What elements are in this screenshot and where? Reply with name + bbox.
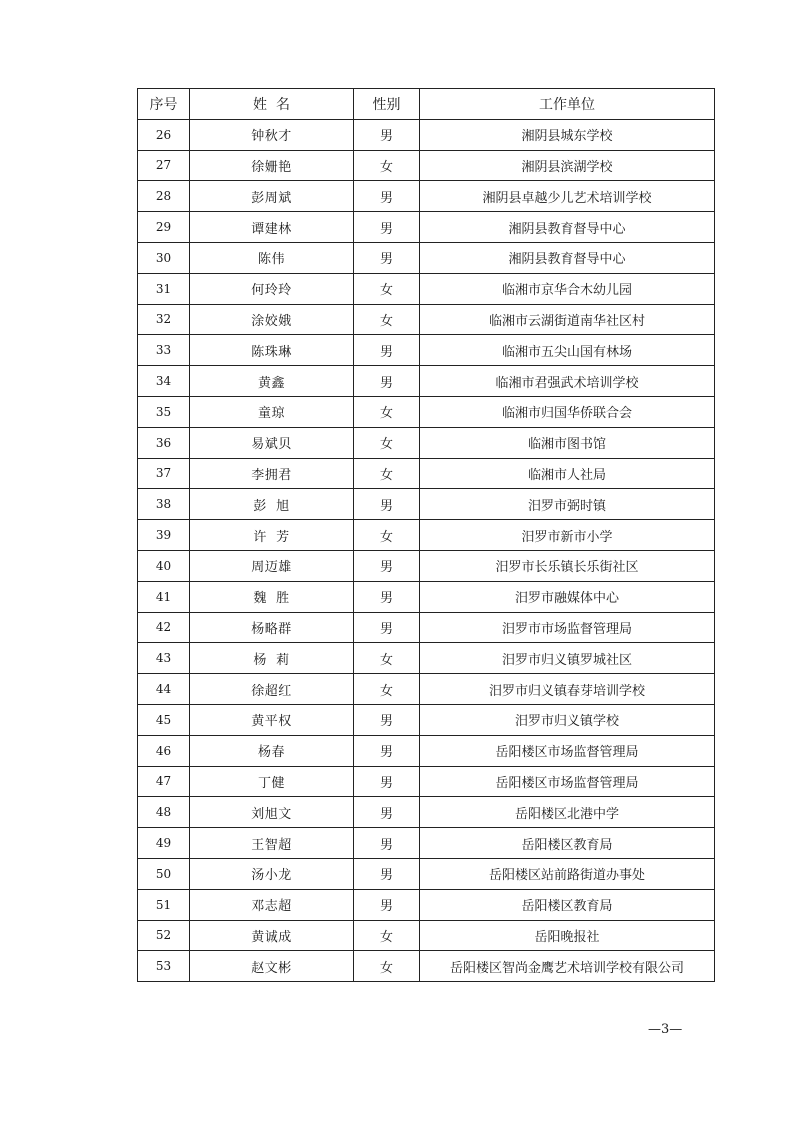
gender-cell: 男 — [354, 181, 420, 212]
gender-cell: 男 — [354, 858, 420, 889]
serial-number-cell: 37 — [138, 458, 190, 489]
gender-cell: 女 — [354, 643, 420, 674]
table-row — [138, 304, 715, 335]
table-row — [138, 550, 715, 581]
work-unit-cell: 岳阳楼区教育局 — [420, 828, 715, 859]
serial-number-cell: 43 — [138, 643, 190, 674]
gender-cell: 男 — [354, 797, 420, 828]
table-row — [138, 489, 715, 520]
gender-cell: 女 — [354, 674, 420, 705]
table-row — [138, 181, 715, 212]
name-cell: 黄诚成 — [190, 920, 354, 951]
table-row — [138, 366, 715, 397]
table-row — [138, 612, 715, 643]
name-cell: 童琼 — [190, 396, 354, 427]
table-row — [138, 273, 715, 304]
table-row — [138, 920, 715, 951]
gender-cell: 男 — [354, 889, 420, 920]
name-cell: 涂姣娥 — [190, 304, 354, 335]
gender-cell: 男 — [354, 242, 420, 273]
name-cell: 杨 莉 — [190, 643, 354, 674]
name-cell: 陈伟 — [190, 242, 354, 273]
work-unit-cell: 临湘市图书馆 — [420, 427, 715, 458]
name-cell: 徐姗艳 — [190, 150, 354, 181]
serial-number-cell: 50 — [138, 858, 190, 889]
work-unit-cell: 岳阳楼区市场监督管理局 — [420, 766, 715, 797]
serial-number-cell: 45 — [138, 704, 190, 735]
serial-number-cell: 26 — [138, 119, 190, 150]
table-row — [138, 643, 715, 674]
work-unit-cell: 湘阴县城东学校 — [420, 119, 715, 150]
name-cell: 杨略群 — [190, 612, 354, 643]
serial-number-cell: 40 — [138, 550, 190, 581]
gender-cell: 女 — [354, 150, 420, 181]
gender-cell: 女 — [354, 951, 420, 982]
table-row — [138, 951, 715, 982]
work-unit-cell: 岳阳晚报社 — [420, 920, 715, 951]
table-row — [138, 674, 715, 705]
page-number: —3— — [648, 1022, 683, 1037]
roster-table — [137, 88, 715, 982]
work-unit-cell: 临湘市京华合木幼儿园 — [420, 273, 715, 304]
gender-cell: 女 — [354, 273, 420, 304]
serial-number-cell: 31 — [138, 273, 190, 304]
serial-number-cell: 53 — [138, 951, 190, 982]
serial-number-cell: 52 — [138, 920, 190, 951]
name-cell: 魏 胜 — [190, 581, 354, 612]
table-row — [138, 797, 715, 828]
table-row — [138, 520, 715, 551]
gender-cell: 男 — [354, 704, 420, 735]
name-cell: 何玲玲 — [190, 273, 354, 304]
serial-number-cell: 47 — [138, 766, 190, 797]
serial-number-cell: 30 — [138, 242, 190, 273]
gender-cell: 男 — [354, 119, 420, 150]
work-unit-cell: 岳阳楼区市场监督管理局 — [420, 735, 715, 766]
table-row — [138, 889, 715, 920]
serial-number-cell: 29 — [138, 212, 190, 243]
work-unit-cell: 汨罗市融媒体中心 — [420, 581, 715, 612]
name-cell: 汤小龙 — [190, 858, 354, 889]
serial-number-cell: 39 — [138, 520, 190, 551]
name-cell: 彭 旭 — [190, 489, 354, 520]
serial-number-cell: 27 — [138, 150, 190, 181]
work-unit-cell: 临湘市归国华侨联合会 — [420, 396, 715, 427]
work-unit-cell: 岳阳楼区北港中学 — [420, 797, 715, 828]
gender-cell: 男 — [354, 828, 420, 859]
gender-cell: 男 — [354, 550, 420, 581]
name-cell: 邓志超 — [190, 889, 354, 920]
serial-number-cell: 34 — [138, 366, 190, 397]
serial-number-cell: 41 — [138, 581, 190, 612]
serial-number-cell: 44 — [138, 674, 190, 705]
name-cell: 刘旭文 — [190, 797, 354, 828]
work-unit-cell: 湘阴县教育督导中心 — [420, 212, 715, 243]
gender-cell: 男 — [354, 581, 420, 612]
name-cell: 周迈雄 — [190, 550, 354, 581]
name-cell: 杨春 — [190, 735, 354, 766]
table-body — [138, 119, 715, 981]
work-unit-cell: 汨罗市弼时镇 — [420, 489, 715, 520]
name-cell: 谭建林 — [190, 212, 354, 243]
table-row — [138, 150, 715, 181]
serial-number-cell: 38 — [138, 489, 190, 520]
work-unit-cell: 汨罗市归义镇学校 — [420, 704, 715, 735]
table-row — [138, 427, 715, 458]
gender-cell: 男 — [354, 335, 420, 366]
gender-cell: 男 — [354, 212, 420, 243]
work-unit-cell: 湘阴县卓越少儿艺术培训学校 — [420, 181, 715, 212]
work-unit-cell: 临湘市云湖街道南华社区村 — [420, 304, 715, 335]
name-cell: 彭周斌 — [190, 181, 354, 212]
header-name: 姓 名 — [190, 89, 354, 120]
serial-number-cell: 28 — [138, 181, 190, 212]
serial-number-cell: 42 — [138, 612, 190, 643]
serial-number-cell: 32 — [138, 304, 190, 335]
work-unit-cell: 汨罗市归义镇春芽培训学校 — [420, 674, 715, 705]
name-cell: 丁健 — [190, 766, 354, 797]
table-row — [138, 828, 715, 859]
gender-cell: 女 — [354, 396, 420, 427]
name-cell: 易斌贝 — [190, 427, 354, 458]
gender-cell: 男 — [354, 489, 420, 520]
work-unit-cell: 临湘市五尖山国有林场 — [420, 335, 715, 366]
table-row — [138, 581, 715, 612]
serial-number-cell: 49 — [138, 828, 190, 859]
gender-cell: 女 — [354, 458, 420, 489]
table-row — [138, 704, 715, 735]
table-row — [138, 119, 715, 150]
serial-number-cell: 35 — [138, 396, 190, 427]
table-row — [138, 212, 715, 243]
gender-cell: 男 — [354, 735, 420, 766]
table-row — [138, 458, 715, 489]
serial-number-cell: 33 — [138, 335, 190, 366]
work-unit-cell: 湘阴县滨湖学校 — [420, 150, 715, 181]
header-serial-number: 序号 — [138, 89, 190, 120]
table-row — [138, 396, 715, 427]
gender-cell: 女 — [354, 304, 420, 335]
header-gender: 性别 — [354, 89, 420, 120]
work-unit-cell: 临湘市人社局 — [420, 458, 715, 489]
gender-cell: 女 — [354, 920, 420, 951]
work-unit-cell: 岳阳楼区教育局 — [420, 889, 715, 920]
work-unit-cell: 岳阳楼区智尚金鹰艺术培训学校有限公司 — [420, 951, 715, 982]
table-row — [138, 766, 715, 797]
gender-cell: 男 — [354, 366, 420, 397]
serial-number-cell: 48 — [138, 797, 190, 828]
table-row — [138, 735, 715, 766]
name-cell: 王智超 — [190, 828, 354, 859]
gender-cell: 女 — [354, 520, 420, 551]
gender-cell: 女 — [354, 427, 420, 458]
header-work-unit: 工作单位 — [420, 89, 715, 120]
work-unit-cell: 临湘市君强武术培训学校 — [420, 366, 715, 397]
work-unit-cell: 汨罗市长乐镇长乐街社区 — [420, 550, 715, 581]
work-unit-cell: 汨罗市新市小学 — [420, 520, 715, 551]
name-cell: 徐超红 — [190, 674, 354, 705]
work-unit-cell: 汨罗市市场监督管理局 — [420, 612, 715, 643]
serial-number-cell: 46 — [138, 735, 190, 766]
work-unit-cell: 湘阴县教育督导中心 — [420, 242, 715, 273]
name-cell: 李拥君 — [190, 458, 354, 489]
serial-number-cell: 51 — [138, 889, 190, 920]
name-cell: 许 芳 — [190, 520, 354, 551]
gender-cell: 男 — [354, 612, 420, 643]
name-cell: 钟秋才 — [190, 119, 354, 150]
serial-number-cell: 36 — [138, 427, 190, 458]
name-cell: 黄鑫 — [190, 366, 354, 397]
work-unit-cell: 汨罗市归义镇罗城社区 — [420, 643, 715, 674]
gender-cell: 男 — [354, 766, 420, 797]
work-unit-cell: 岳阳楼区站前路街道办事处 — [420, 858, 715, 889]
table-row — [138, 858, 715, 889]
table-row — [138, 335, 715, 366]
table-header-row — [138, 89, 715, 120]
table-row — [138, 242, 715, 273]
name-cell: 黄平权 — [190, 704, 354, 735]
name-cell: 赵文彬 — [190, 951, 354, 982]
name-cell: 陈珠琳 — [190, 335, 354, 366]
